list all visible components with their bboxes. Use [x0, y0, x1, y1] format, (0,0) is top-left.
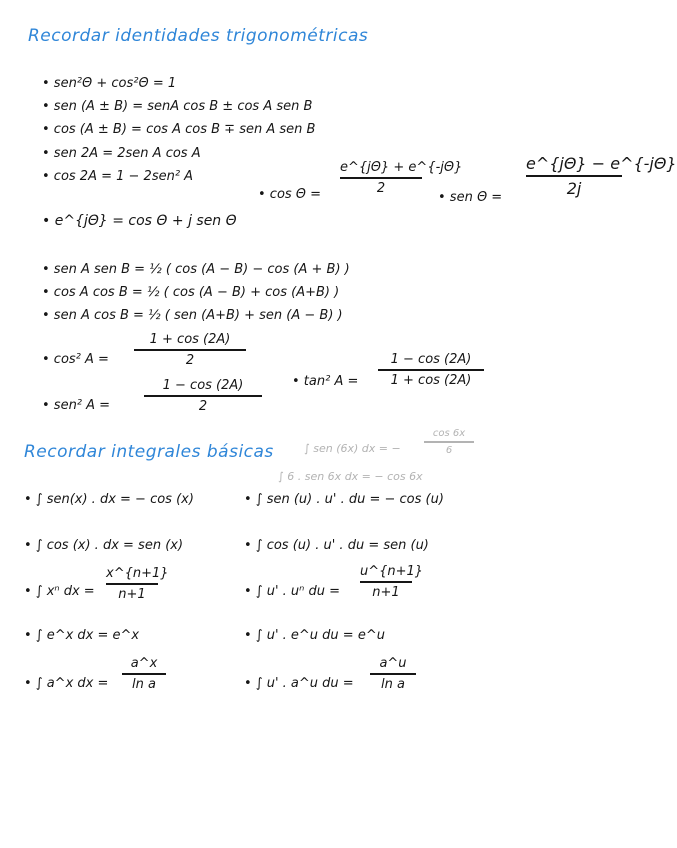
integral-power-u-fraction: [360, 564, 424, 600]
identity-sen-cos: • sen A cos B = ½ ( sen (A+B) + sen (A − B) ): [42, 308, 343, 323]
integral-power-numerator: x^{n+1}: [106, 566, 169, 581]
fraction-bar: [122, 673, 166, 675]
identity-cos-cos: • cos A cos B = ½ ( cos (A − B) + cos (A+B) ): [42, 285, 340, 300]
tan-squared-fraction: [378, 352, 484, 388]
integral-power-fraction: [106, 566, 169, 602]
fraction-bar: [340, 177, 422, 179]
identity-sen-sen: • sen A sen B = ½ ( cos (A − B) − cos (A + B) ): [42, 262, 350, 277]
sen-squared-numerator: 1 − cos (2A): [162, 378, 244, 393]
identity-cos-double: • cos 2A = 1 − 2sen² A: [42, 169, 194, 184]
fraction-bar: [370, 673, 416, 675]
sen-squared-fraction: [144, 378, 262, 414]
identity-pythagorean: • sen²Θ + cos²Θ = 1: [42, 76, 177, 91]
identity-sen-double: • sen 2A = 2sen A cos A: [42, 146, 201, 161]
scratch-fraction: [424, 428, 474, 456]
fraction-bar: [144, 395, 262, 397]
integral-a-u-numerator: a^u: [379, 656, 407, 671]
integral-power-denominator: n+1: [118, 586, 146, 602]
identity-sen-sum: • sen (A ± B) = senA cos B ± cos A sen B: [42, 99, 313, 114]
integral-a-x-denominator: ln a: [132, 676, 156, 692]
integral-power-label: • ∫ xⁿ dx =: [24, 584, 95, 599]
cos-euler-label: • cos Θ =: [258, 187, 322, 202]
cos-euler-denominator: 2: [376, 180, 386, 196]
cos-euler-fraction: [340, 160, 463, 196]
integral-power-u-numerator: u^{n+1}: [360, 564, 424, 579]
sen-euler-fraction: [526, 154, 677, 198]
integral-a-u-denominator: ln a: [381, 676, 405, 692]
sen-euler-numerator: e^{jΘ} − e^{-jΘ}: [526, 154, 677, 173]
tan-squared-numerator: 1 − cos (2A): [390, 352, 472, 367]
scratch-numerator: cos 6x: [432, 428, 466, 439]
integral-exp-x: • ∫ e^x dx = e^x: [24, 628, 140, 643]
integral-a-x-numerator: a^x: [130, 656, 158, 671]
scratch-line-2: ∫ 6 . sen 6x dx = − cos 6x: [278, 470, 423, 483]
integral-a-u-label: • ∫ u' . a^u du =: [244, 676, 354, 691]
integral-a-x-fraction: [122, 656, 166, 692]
fraction-bar: [106, 583, 158, 585]
fraction-bar: [360, 581, 412, 583]
integral-power-u-label: • ∫ u' . uⁿ du =: [244, 584, 340, 599]
cos-squared-label: • cos² A =: [42, 352, 109, 367]
fraction-bar: [424, 441, 474, 443]
sen-euler-denominator: 2j: [566, 178, 582, 198]
scratch-line-1: ∫ sen (6x) dx = −: [304, 442, 401, 455]
identity-cos-sum: • cos (A ± B) = cos A cos B ∓ sen A sen B: [42, 122, 316, 137]
identity-euler: • e^{jΘ} = cos Θ + j sen Θ: [42, 213, 237, 229]
integral-sen-x: • ∫ sen(x) . dx = − cos (x): [24, 492, 194, 507]
integral-cos-x: • ∫ cos (x) . dx = sen (x): [24, 538, 184, 553]
integrals-heading: Recordar integrales básicas: [24, 442, 274, 462]
tan-squared-denominator: 1 + cos (2A): [390, 372, 472, 388]
integral-cos-u: • ∫ cos (u) . u' . du = sen (u): [244, 538, 429, 553]
sen-squared-denominator: 2: [198, 398, 208, 414]
cos-euler-numerator: e^{jΘ} + e^{-jΘ}: [340, 160, 463, 175]
sen-squared-label: • sen² A =: [42, 398, 111, 413]
integral-a-u-fraction: [370, 656, 416, 692]
integral-sen-u: • ∫ sen (u) . u' . du = − cos (u): [244, 492, 444, 507]
cos-squared-fraction: [134, 332, 246, 368]
tan-squared-label: • tan² A =: [292, 374, 359, 389]
integral-a-x-label: • ∫ a^x dx =: [24, 676, 109, 691]
trig-heading: Recordar identidades trigonométricas: [28, 26, 369, 46]
fraction-bar: [378, 369, 484, 371]
cos-squared-numerator: 1 + cos (2A): [149, 332, 231, 347]
scratch-denominator: 6: [445, 444, 453, 456]
integral-exp-u: • ∫ u' . e^u du = e^u: [244, 628, 385, 643]
cos-squared-denominator: 2: [185, 352, 195, 368]
integral-power-u-denominator: n+1: [372, 584, 400, 600]
sen-euler-label: • sen Θ =: [438, 190, 503, 205]
fraction-bar: [526, 175, 622, 177]
fraction-bar: [134, 349, 246, 351]
